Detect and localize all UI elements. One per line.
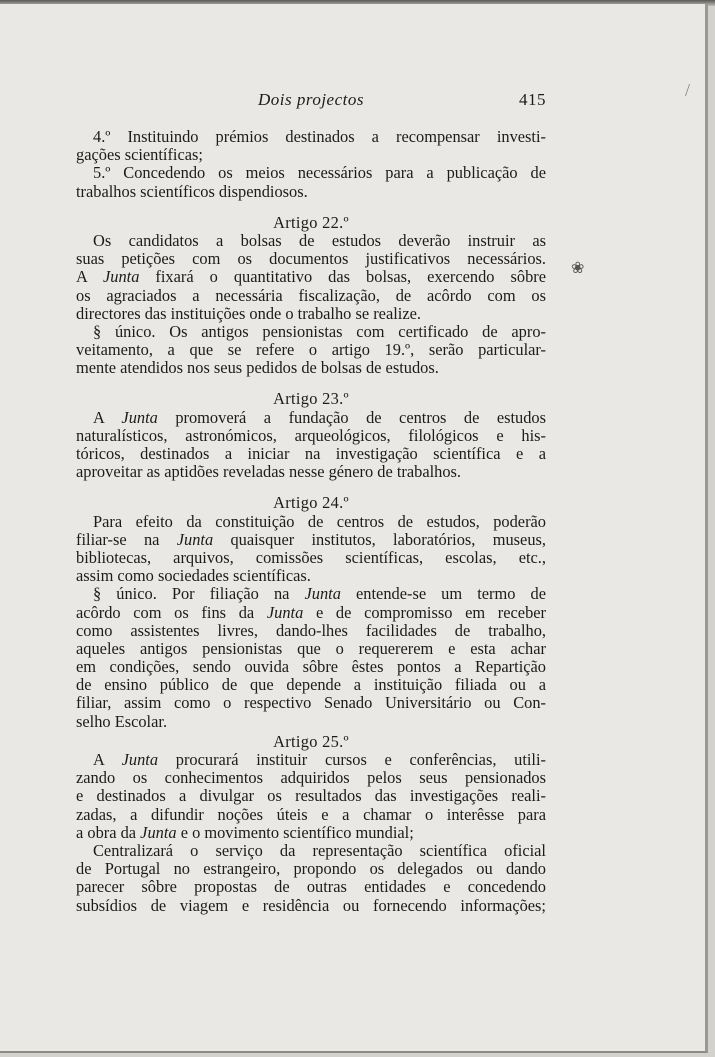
text-line: tóricos, destinados a iniciar na investigação scientífica e a — [76, 444, 546, 463]
text-line: acôrdo com os fins da Junta e de compromisso em receber — [76, 602, 546, 622]
text-line: Para efeito da constituição de centros de estudos, poderão — [93, 511, 546, 531]
text-line: os agraciados a necessária fiscalização, de acôrdo com os — [76, 285, 546, 305]
text-line: bibliotecas, arquivos, comissões scientíficas, escolas, etc., — [76, 547, 546, 567]
text-line: Centralizará o serviço da representação scientífica oficial — [93, 840, 546, 860]
text-line: § único. Os antigos pensionistas com certificado de apro- — [93, 321, 546, 341]
text-line: assim como sociedades scientíficas. — [76, 566, 311, 586]
ink-blot-icon: ❀ — [571, 260, 585, 277]
text-line: zadas, a difundir noções úteis e a chamar o interêsse para — [76, 804, 546, 824]
margin-stroke-icon: / — [685, 80, 691, 100]
text-line: A Junta procurará instituir cursos e conferências, utili- — [93, 750, 546, 769]
text-line: em condições, sendo ouvida sôbre êstes pontos a Repartição — [76, 657, 546, 677]
text-line: mente atendidos nos seus pedidos de bolsas de estudos. — [76, 358, 439, 378]
page-body — [76, 128, 546, 915]
text-line: 5.º Concedendo os meios necessários para a publicação de — [93, 163, 546, 183]
running-title: Dois projectos — [257, 90, 364, 109]
text-line: gações scientíficas; — [76, 145, 203, 165]
text-line: e destinados a divulgar os resultados das investigações reali- — [76, 786, 546, 806]
text-line: trabalhos scientíficos dispendiosos. — [76, 181, 308, 201]
text-line: suas petições com os documentos justificativos necessários. — [76, 249, 546, 269]
text-line: directores das instituições onde o trabalho se realize. — [76, 303, 421, 323]
article-23-heading: Artigo 23.º — [273, 389, 349, 409]
text-line: A Junta promoverá a fundação de centros de estudos — [93, 407, 547, 427]
text-line: veitamento, a que se refere o artigo 19.º, serão particular- — [76, 340, 546, 360]
text-line: § único. Por filiação na Junta entende-se um termo de — [93, 584, 546, 604]
text-line: filiar, assim como o respectivo Senado Universitário ou Con- — [76, 693, 546, 713]
text-line: selho Escolar. — [76, 711, 168, 731]
text-line: filiar-se na Junta quaisquer institutos, laboratórios, museus, — [76, 529, 546, 549]
text-line: Os candidatos a bolsas de estudos deverão instruir as — [93, 230, 546, 250]
text-line: aproveitar as aptidões reveladas nesse género de trabalhos. — [76, 462, 462, 482]
text-line: como assistentes livres, dando-lhes facilidades de trabalho, — [76, 620, 546, 640]
text-line: naturalísticos, astronómicos, arqueológicos, filológicos e his- — [76, 425, 546, 445]
article-25-heading: Artigo 25.º — [273, 731, 349, 751]
page-number: 415 — [519, 90, 546, 109]
text-line: aqueles antigos pensionistas que o requererem e esta achar — [76, 638, 546, 658]
text-line: a obra da Junta e o movimento scientífico mundial; — [76, 822, 414, 842]
article-22-heading: Artigo 22.º — [273, 212, 349, 232]
text-line: parecer sôbre propostas de outras entidades e concedendo — [76, 877, 546, 897]
text-line: 4.º Instituindo prémios destinados a recompensar investi- — [93, 127, 546, 146]
text-line: zando os conhecimentos adquiridos pelos seus pensionados — [76, 768, 546, 788]
page-header — [76, 90, 546, 114]
article-24-heading: Artigo 24.º — [273, 493, 349, 513]
text-line: subsídios de viagem e residência ou fornecendo informações; — [76, 895, 546, 915]
text-line: de Portugal no estrangeiro, propondo os delegados ou dando — [76, 859, 546, 879]
text-line: A Junta fixará o quantitativo das bolsas, exercendo sôbre — [76, 267, 547, 287]
text-line: de ensino público de que depende a instituição filiada ou a — [76, 675, 546, 695]
